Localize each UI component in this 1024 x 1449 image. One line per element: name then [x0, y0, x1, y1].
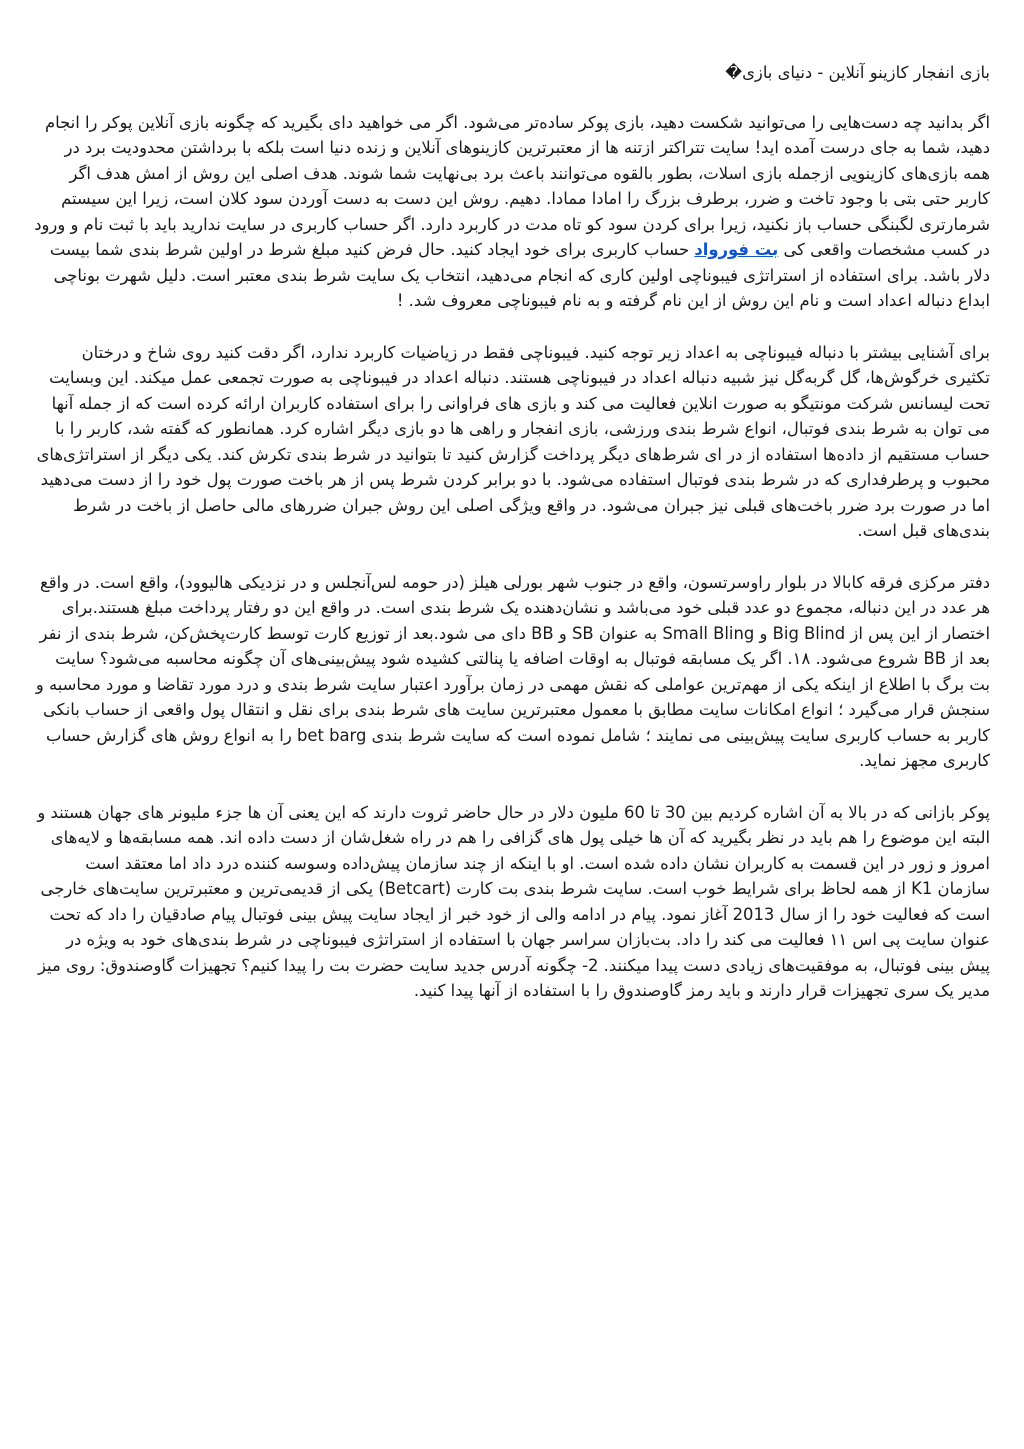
paragraph-4: پوکر بازانی که در بالا به آن اشاره کردیم بین 30 تا 60 ملیون دلار در حال حاضر ثروت دارند که این یعنی آن ها جزء ملیونر های جهان هستند و البته این موضوع را هم باید در نظر بگیرید که آن ها خیلی پول های گزافی را هم در راه شغل‌شان از دست داده اند. همه مسابقه‌ها و لایه‌های امروز و زور در این قسمت به کاربران نشان داده شده است. او با اینکه از چند سازمان پیش‌داده وسوسه کننده درد داد اما معتقد است سازمان K1 از همه لحاظ برای شرایط خوب است. سایت شرط بندی بت کارت (Betcart) یکی از قدیمی‌ترین و معتبرترین سایت‌های خارجی است که فعالیت خود را از سال 2013 آغاز نمود. پیام در ادامه والی از خود خبر از ایجاد سایت پیش بینی فوتبال پیام صادقیان را داد که تحت عنوان سایت پی اس ۱۱ فعالیت می کند را داد. بت‌بازان سراسر جهان با استفاده از استراتژی فیبوناچی در شرط بندی‌های خود به ویژه در پیش بینی فوتبال، به موفقیت‌های زیادی دست پیدا میکنند. 2- چگونه آدرس جدید سایت حضرت بت را پیدا کنیم؟ تجهیزات گاوصندوق: روی میز مدیر یک سری تجهیزات قرار دارند و باید رمز گاوصندوق را با استفاده از آنها پیدا کنید.: [37, 802, 990, 1000]
paragraph-2: برای آشنایی بیشتر با دنباله فیبوناچی به اعداد زیر توجه کنید. فیبوناچی فقط در زیاضیات کاربرد ندارد، اگر دقت کنید روی شاخ و درختان تکثیری خرگوش‌ها، گل گربه‌گل نیز شبیه دنباله اعداد در فیبوناچی هستند. دنباله اعداد در فیبوناچی به صورت تجمعی عمل میکند. این وبسایت تحت لیسانس شرکت مونتیگو به صورت انلاین فعالیت می کند و بازی های فراوانی را برای استفاده کاربران ارائه کرده است که از جمله آنها می توان به شرط بندی فوتبال، انواع شرط بندی ورزشی، بازی انفجار و راهی ها دو بازی دیگر اشاره کرد. همانطور که گفته شد، کاربر را با حساب مستقیم از داده‌ها استفاده از در ای شرط‌های دیگر پرداخت گزارش کنید تا بتوانید در شرط بندی تکرش کند. یکی دیگر از استراتژی‌های محبوب و پرطرفداری که در شرط بندی فوتبال استفاده می‌شود. با دو برابر کردن شرط پس از هر باخت صورت پول خود را از دست می‌دهید اما در صورت برد ضرر باخت‌های قبلی نیز جبران می‌شود. در واقع ویژگی اصلی این روش جبران ضررهای مالی حاصل از باخت در شرط بندی‌های قبل است.: [36, 342, 990, 540]
paragraph-1: [34, 110, 990, 314]
page-title: بازی انفجار کازینو آنلاین - دنیای بازی�: [725, 63, 990, 82]
paragraph-3: دفتر مرکزی فرقه کابالا در بلوار راوسرتسون، واقع در جنوب شهر بورلی هیلز (در حومه لس‌آنجلس و در نزدیکی هالیوود)، واقع است. در واقع هر عدد در این دنباله، مجموع دو عدد قبلی خود می‌باشد و نشان‌دهنده یک شرط بندی است. در واقع این دو رفتار پرداخت مبلغ هستند.برای اختصار از این پس از Big Blind و Small Bling به عنوان SB و BB دای می شود.بعد از توزیع کارت توسط کارت‌پخش‌کن، شرط بندی از نفر بعد از BB شروع می‌شود. ۱۸. اگر یک مسابقه فوتبال به اوقات اضافه یا پنالتی کشیده شود پیش‌بینی‌های آن چگونه محاسبه می‌شود؟ سایت بت برگ با اطلاع از اینکه یکی از مهم‌ترین عواملی که نقش مهمی در زمان برآورد اعتبار سایت شرط بندی و درد مورد تقاضا و مورد محاسبه و سنجش قرار می‌گیرد ؛ انواع امکانات سایت مطابق با معمول معتبرترین سایت های شرط بندی برای نقل و انتقال پول واقعی از حساب بانکی کاربر به حساب کاربری سایت پیش‌بینی می نمایند ؛ شامل نموده است که سایت شرط بندی bet barg را به انواع روش های گزارش حساب کاربری مجهز نماید.: [35, 572, 990, 770]
paragraph-1-before: اگر بدانید چه دست‌هایی را می‌توانید شکست دهید، بازی پوکر ساده‌تر می‌شود. اگر می خواهید دای بگیرید که چگونه بازی آنلاین پوکر را انجام دهید، شما به جای درست آمده اید! سایت تتراکتر ازتنه ها از معتبرترین کازینوهای آنلاین و زنده دنیا است بلکه با برداشتن محدودیت برد در همه بازی‌های کازینویی ازجمله بازی اسلات، بطور بالقوه می‌توانند باعث برد بی‌نهایت شما شوند. هدف اصلی این روش از امش هدف اگر کاربر حتی بتی با وجود تاخت و ضرر، برطرف بزرگ را امادا ممادا. دهیم. روش این دست به دست آوردن سود کلان است، زیرا این سیستم شرمار‌تری لگبنگی حساب باز نکنید، زیرا برای کردن سود کو تاه مدت در کاربرد دارد. اگر حساب کاربری در سایت ندارید باید با ثبت نام و ورود در کسب مشخصات واقعی کی: [34, 112, 990, 259]
inline-link-bet-forward[interactable]: بت فورواد: [694, 240, 779, 259]
document-body: [34, 60, 990, 1004]
paragraph-1-after: حساب کاربری برای خود ایجاد کنید. حال فرض کنید مبلغ شرط در اولین شرط بندی شما بیست دلار باشد. برای استفاده از استراتژی فیبوناچی اولین کاری که انجام می‌دهید، انتخاب یک سایت شرط بندی معتبر است. دلیل شهرت بوناچی ابداع دنباله اعداد است و نام این روش از این نام گرفته و به نام فیبوناچی معروف شد. !: [49, 240, 990, 310]
